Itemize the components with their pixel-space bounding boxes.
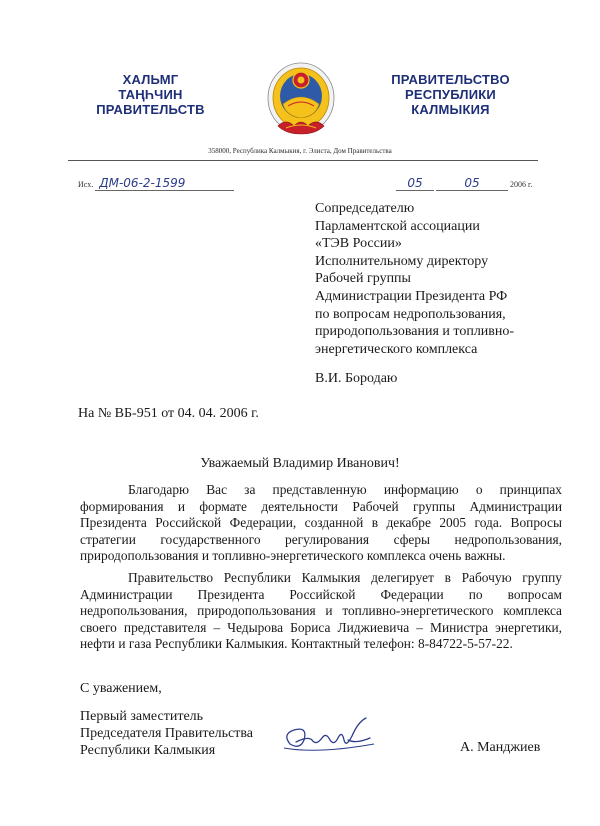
outgoing-year: 2006 г. (510, 180, 533, 189)
recipient-line: Исполнительному директору (315, 253, 489, 269)
body-paragraph-1 (80, 482, 562, 565)
header-right-line: РЕСПУБЛИКИ (405, 87, 496, 102)
incoming-reference: На № ВБ-951 от 04. 04. 2006 г. (78, 406, 259, 421)
outgoing-date-month: 05 (436, 176, 508, 191)
recipient-line: «ТЭВ России» (315, 236, 402, 252)
recipient-block (315, 200, 555, 358)
signer-title-line: Председателя Правительства (80, 726, 254, 741)
recipient-line: энергетического комплекса (315, 341, 478, 357)
header-left-line: ТАҢҺЧИН (118, 87, 183, 102)
outgoing-number-field (78, 176, 234, 191)
handwritten-signature (278, 710, 388, 760)
header-right-line: ПРАВИТЕЛЬСТВО (391, 72, 510, 87)
outgoing-prefix: Исх. (78, 180, 94, 189)
recipient-line: Парламентской ассоциации (315, 218, 480, 234)
header-left-title (78, 72, 223, 117)
recipient-line: природопользования и топливно- (315, 324, 515, 340)
outgoing-date-field (396, 176, 532, 191)
recipient-line: Рабочей группы (315, 271, 411, 287)
header-right-line: КАЛМЫКИЯ (411, 102, 490, 117)
body-paragraph-2 (80, 570, 562, 653)
paragraph-text: Благодарю Вас за представленную информацию о принципах формирования и формате деятельности Рабочей группы Администрации Президента Российской Федерации, созданной в декабре 2005 года. Вопросы стратегии государственного регулирования сферы недропользования, природопользования и топливно-энергетического комплекса очень важны. (80, 482, 562, 564)
signer-name: А. Манджиев (460, 740, 541, 755)
kalmykia-emblem-icon (266, 60, 336, 140)
outgoing-number: ДМ-06-2-1599 (95, 176, 234, 191)
recipient-line: Сопредседателю (315, 201, 415, 216)
signer-title (80, 708, 253, 759)
recipient-name: В.И. Бородаю (315, 371, 398, 386)
recipient-line: по вопросам недропользования, (315, 306, 506, 322)
letterhead-address: 358000, Республика Калмыкия, г. Элиста, Дом Правительства (208, 147, 392, 155)
paragraph-text: Правительство Республики Калмыкия делегирует в Рабочую группу Администрации Президента Российской Федерации по вопросам недропользования, природопользования и топливно-энергетического комплекса своего представителя – Чедырова Бориса Лиджиевича – Министра энергетики, нефти и газа Республики Калмыкия. Контактный телефон: 8-84722-5-57-22. (80, 570, 562, 652)
signer-title-line: Республики Калмыкия (80, 743, 216, 758)
outgoing-date-day: 05 (396, 176, 434, 191)
closing: С уважением, (80, 681, 162, 696)
header-left-line: ХАЛЬМГ (122, 72, 179, 87)
letterhead-divider (68, 160, 538, 161)
salutation: Уважаемый Владимир Иванович! (200, 456, 400, 471)
signer-title-line: Первый заместитель (80, 709, 204, 724)
header-right-title (378, 72, 523, 117)
header-left-line: ПРАВИТЕЛЬСТВ (96, 102, 205, 117)
recipient-line: Администрации Президента РФ (315, 288, 508, 304)
